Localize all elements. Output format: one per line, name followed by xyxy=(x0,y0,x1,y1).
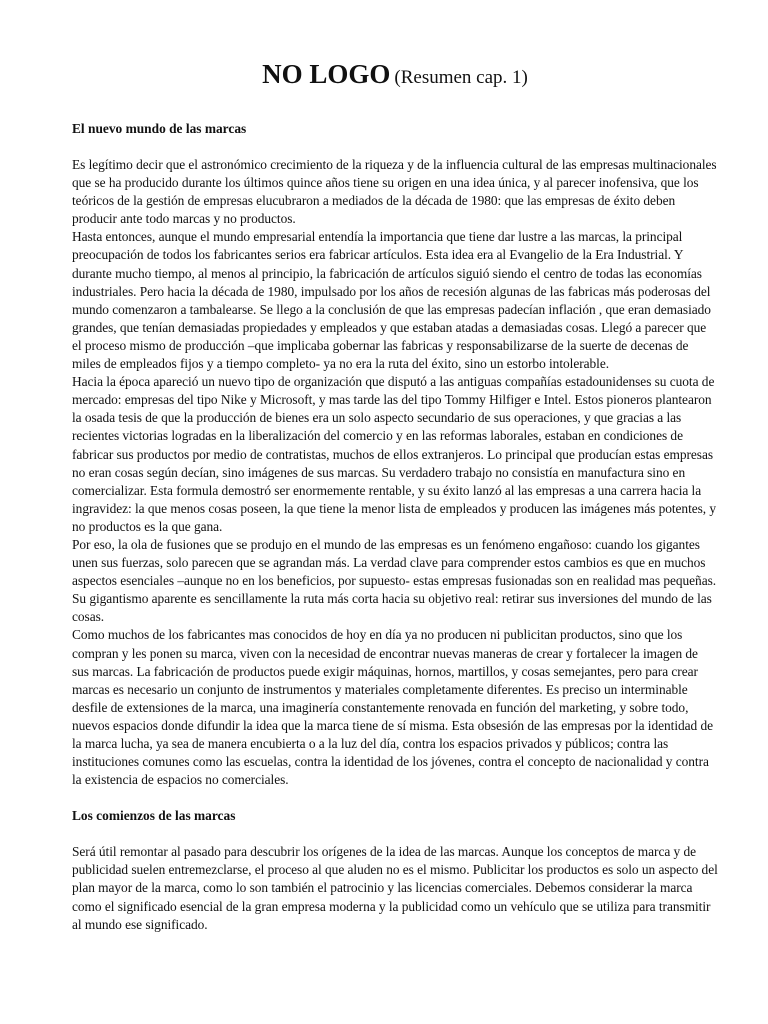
paragraph: Como muchos de los fabricantes mas conocidos de hoy en día ya no producen ni publicitan productos, sino que los compran y les ponen su marca, viven con la necesidad de encontrar nuevas maneras de crear y fortalecer la imagen de sus marcas. La fabricación de productos puede exigir máquinas, hornos, martillos, y cosas semejantes, pero para crear marcas es necesario un conjunto de instrumentos y materiales completamente diferentes. Es preciso un interminable desfile de extensiones de la marca, una imaginería constantemente renovada en función del marketing, y sobre todo, nuevos espacios donde difundir la idea que la marca tiene de sí misma. Esta obsesión de las empresas por la identidad de la marca lucha, ya sea de manera encubierta o a la luz del día, contra los espacios privados y públicos; contra las instituciones comunes como las escuelas, contra la identidad de los jóvenes, contra el concepto de nacionalidad y contra la existencia de espacios no comerciales. xyxy=(72,627,714,788)
paragraph: Hacia la época apareció un nuevo tipo de organización que disputó a las antiguas compañías estadounidenses su cuota de mercado: empresas del tipo Nike y Microsoft, y mas tarde las del tipo Tommy Hilfiger e Intel. Estos pioneros plantearon la osada tesis de que la producción de bienes era un solo aspecto secundario de sus operaciones, y que gracias a las recientes victorias logradas en la liberalización del comercio y en las reformas laborales, estaban en condiciones de fabricar sus productos por medio de contratistas, muchos de ellos extranjeros. Lo principal que producían estas empresas no eran cosas según decían, sino imágenes de sus marcas. Su verdadero trabajo no consistía en manufactura sino en comercializar. Esta formula demostró ser enormemente rentable, y su éxito lanzó al las empresas a una carrera hacia la ingravidez: la que menos cosas poseen, la que tiene la menor lista de empleados y producen las imágenes más potentes, y no productos es la que gana. xyxy=(72,374,717,534)
section-comienzos xyxy=(72,807,718,933)
paragraph: Será útil remontar al pasado para descubrir los orígenes de la idea de las marcas. Aunque los conceptos de marca y de publicidad suelen entremezclarse, el proceso al que aluden no es el mismo. Publicitar los productos es solo un aspecto del plan mayor de la marca, como lo son también el patrocinio y las licencias comerciales. Debemos considerar la marca como el significado esencial de la gran empresa moderna y la publicidad como un vehículo que se utiliza para transmitir al mundo ese significado. xyxy=(72,844,718,932)
section-heading: Los comienzos de las marcas xyxy=(72,808,236,824)
paragraph: Hasta entonces, aunque el mundo empresarial entendía la importancia que tiene dar lustre a las marcas, la principal preocupación de todos los fabricantes serios era fabricar artículos. Esta idea era al Evangelio de la Era Industrial. Y durante mucho tiempo, al menos al principio, la fabricación de artículos siguió siendo el centro de todas las economías industriales. Pero hacia la década de 1980, impulsado por los años de recesión algunas de las fabricas más poderosas del mundo comenzaron a tambalearse. Se llego a la conclusión de que las empresas padecían inflación , que eran demasiado grandes, que tenían demasiadas propiedades y empleados y que estaban atadas a demasiadas cosas. Llegó a parecer que el proceso mismo de producción –que implicaba gobernar las fabricas y responsabilizarse de la suerte de decenas de miles de empleados fijos y a tiempo completo- ya no era la ruta del éxito, sino un estorbo intolerable. xyxy=(72,229,711,372)
document-subtitle: (Resumen cap. 1) xyxy=(394,67,528,88)
document-title: NO LOGO xyxy=(262,59,391,89)
paragraph: Es legítimo decir que el astronómico crecimiento de la riqueza y de la influencia cultural de las empresas multinacionales que se ha producido durante los últimos quince años tiene su origen en una idea única, y al parecer inofensiva, que los teóricos de la gestión de empresas elucubraron a mediados de la década de 1980: que las empresas de éxito deben producir ante todo marcas y no productos. xyxy=(72,157,717,227)
section-nuevo-mundo xyxy=(72,120,718,789)
section-heading: El nuevo mundo de las marcas xyxy=(72,121,247,136)
paragraph: Por eso, la ola de fusiones que se produjo en el mundo de las empresas es un fenómeno engañoso: cuando los gigantes unen sus fuerzas, solo parecen que se agrandan más. La verdad clave para comprender estos cambios es que en muchos aspectos esenciales –aunque no en los beneficios, por supuesto- estas empresas fusionadas son en realidad mas pequeñas. Su gigantismo aparente es sencillamente la ruta más corta hacia su objetivo real: retirar sus inversiones del mundo de las cosas. xyxy=(72,536,717,625)
document-title-line xyxy=(72,56,718,97)
